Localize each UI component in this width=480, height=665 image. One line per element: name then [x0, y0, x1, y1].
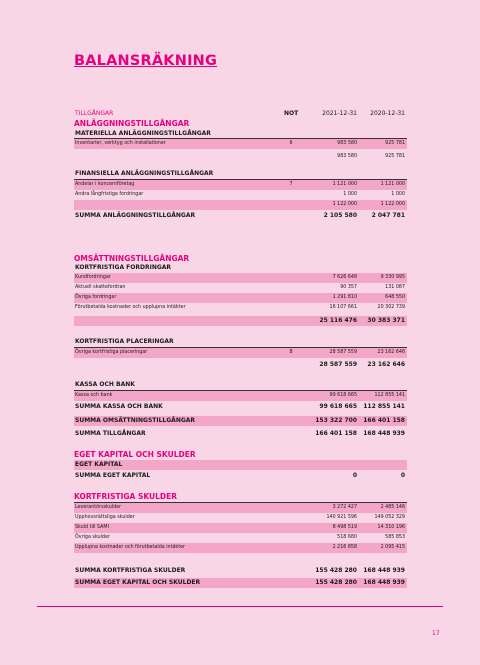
header-year-1: 2021-12-31 — [322, 110, 357, 117]
row-value-2: 30 383 371 — [367, 317, 405, 324]
row-value-1: 166 401 158 — [315, 430, 357, 437]
row-value-2: 168 448 939 — [363, 579, 405, 586]
row-value-2: 149 052 329 — [374, 515, 405, 520]
column-header — [74, 109, 407, 119]
page-title: BALANSRÄKNING — [74, 53, 218, 69]
table-row — [74, 513, 407, 523]
row-value-2: 112 855 141 — [374, 393, 405, 398]
row-value-1: 2 216 858 — [332, 545, 357, 550]
row-value-2: 9 330 995 — [380, 275, 405, 280]
subtotal-row — [74, 316, 407, 326]
section-anlaggningstillgangar: ANLÄGGNINGSTILLGÅNGAR — [74, 119, 190, 128]
row-value-1: 1 000 — [343, 192, 357, 197]
row-value-1: 153 322 700 — [315, 417, 357, 424]
row-value-1: 155 428 280 — [315, 579, 357, 586]
row-label: SUMMA EGET KAPITAL — [75, 472, 151, 479]
sum-row — [74, 416, 407, 426]
row-value-2: 20 302 739 — [377, 305, 405, 310]
row-label: Skuld till SAMI — [75, 525, 109, 530]
subtotal-row — [74, 152, 407, 162]
row-label: Upplupna kostnader och förutbetalda intäkter — [75, 545, 186, 550]
row-value-2: 166 401 158 — [363, 417, 405, 424]
subsection-label: KORTFRISTIGA FORDRINGAR — [75, 264, 172, 271]
row-value-1: 0 — [352, 472, 357, 479]
row-label: Övriga kortfristiga placeringar — [75, 350, 148, 355]
row-label: Andra långfristiga fordringar — [75, 192, 144, 197]
row-value-1: 1 121 000 — [332, 182, 357, 187]
row-value-1: 140 921 596 — [326, 515, 357, 520]
subsection-kortfristiga-fordringar — [74, 263, 407, 273]
row-value-1: 155 428 280 — [315, 567, 357, 574]
table-row — [74, 273, 407, 283]
section-omsattningstillgangar: OMSÄTTNINGSTILLGÅNGAR — [74, 254, 190, 263]
row-value-2: 2 485 146 — [380, 505, 405, 510]
subsection-label: FINANSIELLA ANLÄGGNINGSTILLGÅNGAR — [75, 170, 214, 177]
subsection-label: EGET KAPITAL — [75, 461, 123, 468]
row-value-2: 925 781 — [385, 154, 405, 159]
row-label: Andelar i koncernföretag — [75, 182, 135, 187]
table-row — [74, 190, 407, 200]
row-label: SUMMA KASSA OCH BANK — [75, 403, 163, 410]
row-value-1: 7 626 648 — [332, 275, 357, 280]
row-value-1: 25 116 476 — [319, 317, 357, 324]
row-label: Leverantörsskulder — [75, 505, 122, 510]
row-value-1: 28 587 559 — [319, 361, 357, 368]
row-not: 8 — [289, 350, 293, 355]
subsection-kortfristiga-placeringar — [74, 337, 407, 347]
row-value-2: 168 448 939 — [363, 430, 405, 437]
row-value-1: 3 272 427 — [332, 505, 357, 510]
row-value-1: 518 680 — [337, 535, 357, 540]
header-not: NOT — [284, 110, 299, 117]
row-value-2: 925 781 — [385, 141, 405, 146]
sum-row — [74, 471, 407, 481]
row-value-2: 2 047 781 — [371, 212, 405, 219]
row-value-1: 1 291 810 — [332, 295, 357, 300]
subtotal-row — [74, 200, 407, 210]
row-value-1: 983 580 — [337, 154, 357, 159]
row-value-1: 90 357 — [340, 285, 357, 290]
row-label: Upphovsrättsliga skulder — [75, 515, 135, 520]
page-number: 17 — [432, 630, 440, 637]
sum-row — [74, 402, 407, 412]
row-value-1: 8 498 519 — [332, 525, 357, 530]
subsection-label: KASSA OCH BANK — [75, 381, 135, 388]
table-row — [74, 503, 407, 513]
row-label: SUMMA ANLÄGGNINGSTILLGÅNGAR — [75, 212, 196, 219]
row-value-2: 2 095 415 — [380, 545, 405, 550]
row-label: Aktuell skattefordran — [75, 285, 126, 290]
row-not: 7 — [289, 182, 293, 187]
row-label: SUMMA TILLGÅNGAR — [75, 430, 146, 437]
row-value-1: 28 587 559 — [329, 350, 357, 355]
row-label: Övriga fordringar — [75, 295, 117, 300]
table-row — [74, 303, 407, 313]
row-value-1: 983 580 — [337, 141, 357, 146]
table-row — [74, 293, 407, 303]
row-value-1: 1 122 000 — [332, 202, 357, 207]
row-value-2: 23 162 646 — [367, 361, 405, 368]
sum-row — [74, 211, 407, 221]
row-value-2: 131 087 — [385, 285, 405, 290]
subsection-label: MATERIELLA ANLÄGGNINGSTILLGÅNGAR — [75, 130, 211, 137]
row-value-2: 648 550 — [385, 295, 405, 300]
row-value-2: 1 121 000 — [380, 182, 405, 187]
table-row — [74, 391, 407, 401]
table-row — [74, 180, 407, 190]
row-value-2: 1 122 000 — [380, 202, 405, 207]
total-row — [74, 429, 407, 439]
row-label: Kundfordringar — [75, 275, 111, 280]
row-value-2: 168 448 939 — [363, 567, 405, 574]
sum-row — [74, 566, 407, 576]
row-value-2: 14 310 196 — [377, 525, 405, 530]
table-row — [74, 348, 407, 358]
row-value-2: 585 853 — [385, 535, 405, 540]
subsection-kassa-och-bank — [74, 380, 407, 390]
row-value-1: 16 107 661 — [329, 305, 357, 310]
row-value-1: 99 618 665 — [319, 403, 357, 410]
row-value-2: 0 — [400, 472, 405, 479]
subsection-eget-kapital — [74, 460, 407, 470]
row-value-2: 1 000 — [391, 192, 405, 197]
section-eget-kapital-och-skulder: EGET KAPITAL OCH SKULDER — [74, 450, 196, 459]
table-row — [74, 523, 407, 533]
header-tillgangar: TILLGÅNGAR — [75, 110, 114, 117]
row-value-1: 99 618 665 — [329, 393, 357, 398]
row-label: SUMMA EGET KAPITAL OCH SKULDER — [75, 579, 201, 586]
row-value-2: 112 855 141 — [363, 403, 405, 410]
table-row — [74, 543, 407, 553]
row-label: SUMMA KORTFRISTIGA SKULDER — [75, 567, 186, 574]
table-row — [74, 283, 407, 293]
footer-divider — [37, 606, 443, 607]
table-row — [74, 139, 407, 149]
row-label: Övriga skulder — [75, 535, 110, 540]
row-label: Kassa och bank — [75, 393, 113, 398]
row-label: Inventarier, verktyg och installationer — [75, 141, 166, 146]
header-year-2: 2020-12-31 — [370, 110, 405, 117]
row-label: Förutbetalda kostnader och upplupna intäkter — [75, 305, 186, 310]
total-row — [74, 578, 407, 588]
table-row — [74, 533, 407, 543]
subtotal-row — [74, 360, 407, 370]
row-not: 6 — [289, 141, 293, 146]
subsection-label: KORTFRISTIGA PLACERINGAR — [75, 338, 174, 345]
subsection-finansiella — [74, 169, 407, 179]
row-value-2: 23 162 646 — [377, 350, 405, 355]
row-label: SUMMA OMSÄTTNINGSTILLGÅNGAR — [75, 417, 196, 424]
section-kortfristiga-skulder: KORTFRISTIGA SKULDER — [74, 492, 178, 501]
row-value-1: 2 105 580 — [323, 212, 357, 219]
